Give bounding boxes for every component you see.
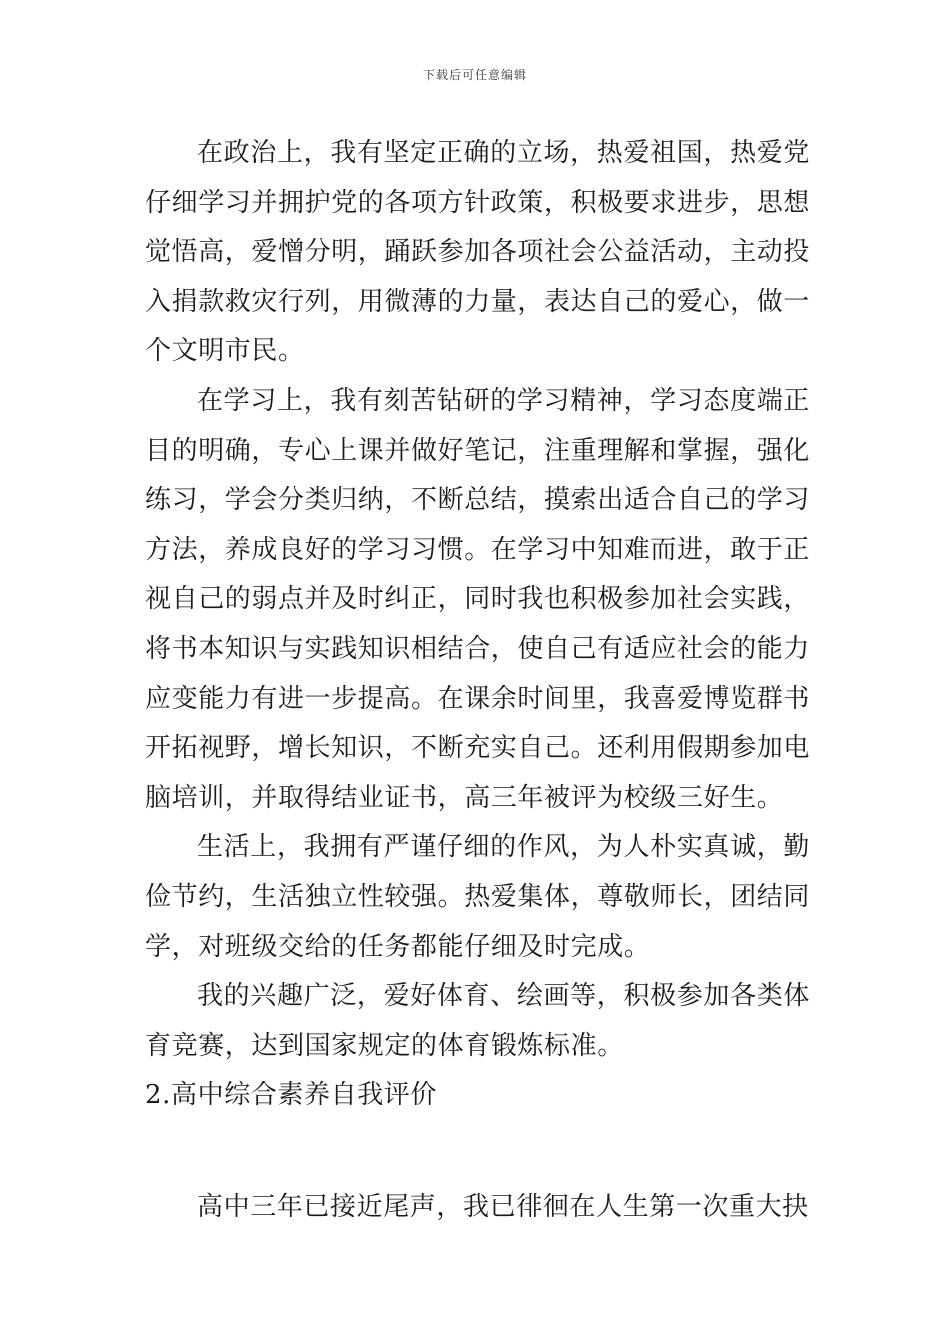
section-gap bbox=[145, 1121, 810, 1183]
document-body bbox=[145, 129, 810, 1232]
paragraph-life: 生活上，我拥有严谨仔细的作风，为人朴实真诚，勤俭节约，生活独立性较强。热爱集体，尊敬师长，团结同学，对班级交给的任务都能仔细及时完成。 bbox=[145, 832, 811, 962]
paragraph-section-start: 高中三年已接近尾声，我已徘徊在人生第一次重大抉 bbox=[197, 1191, 809, 1222]
paragraph-interests: 我的兴趣广泛，爱好体育、绘画等，积极参加各类体育竞赛，达到国家规定的体育锻炼标准。 bbox=[145, 981, 810, 1061]
paragraph-politics: 在政治上，我有坚定正确的立场，热爱祖国，热爱党仔细学习并拥护党的各项方针政策，积极要求进步，思想觉悟高，爱憎分明，踊跃参加各项社会公益活动，主动投入捐款救灾行列，用微薄的力量，表达自己的爱心，做一个文明市民。 bbox=[145, 138, 811, 367]
header-note: 下载后可任意编辑 bbox=[422, 68, 527, 82]
paragraph-study: 在学习上，我有刻苦钻研的学习精神，学习态度端正目的明确，专心上课并做好笔记，注重理解和掌握，强化练习，学会分类归纳，不断总结，摸索出适合自己的学习方法，养成良好的学习习惯。在学习中知难而进，敢于正视自己的弱点并及时纠正，同时我也积极参加社会实践，将书本知识与实践知识相结合，使自己有适应社会的能力应变能力有进一步提高。在课余时间里，我喜爱博览群书开拓视野，增长知识，不断充实自己。还利用假期参加电脑培训，并取得结业证书，高三年被评为校级三好生。 bbox=[145, 385, 811, 813]
section-heading: 2.高中综合素养自我评价 bbox=[145, 1080, 438, 1111]
